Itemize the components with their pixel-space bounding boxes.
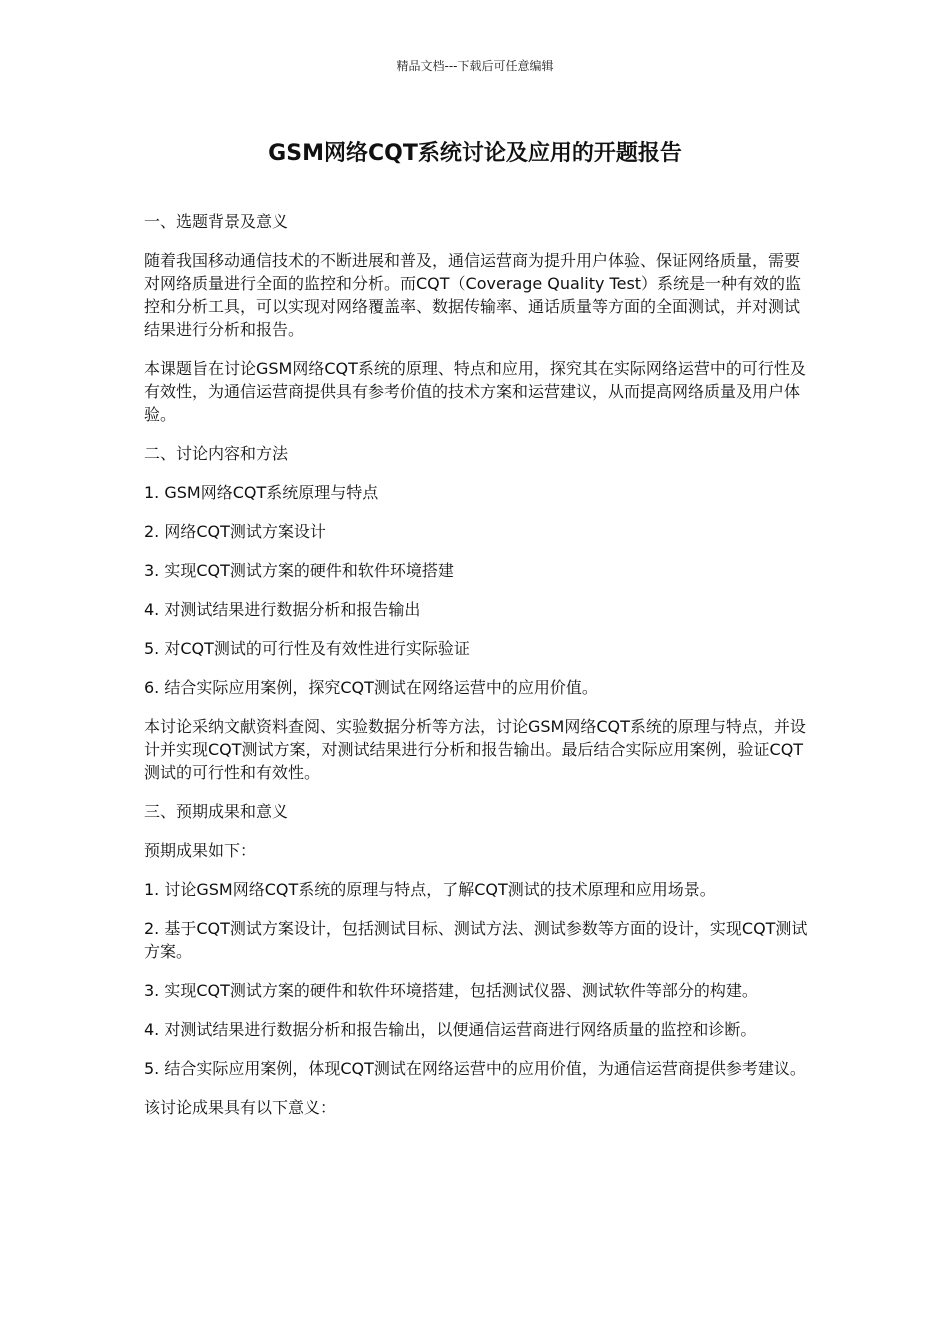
list-item: 2. 基于CQT测试方案设计，包括测试目标、测试方法、测试参数等方面的设计，实现CQT测试方案。: [144, 919, 808, 961]
list-item: 4. 对测试结果进行数据分析和报告输出: [144, 600, 421, 619]
document-body: [144, 210, 808, 1135]
section-heading-expected-results: 三、预期成果和意义: [144, 802, 289, 821]
paragraph: 该讨论成果具有以下意义：: [144, 1098, 337, 1117]
section-heading-content-methods: 二、讨论内容和方法: [144, 444, 289, 463]
paragraph: 随着我国移动通信技术的不断进展和普及，通信运营商为提升用户体验、保证网络质量，需要对网络质量进行全面的监控和分析。而CQT（Coverage Quality Test）系统是一种有效的监控和分析工具，可以实现对网络覆盖率、数据传输率、通话质量等方面的全面测试，并对测试结果进行分析和报告。: [144, 251, 802, 339]
list-item: 1. 讨论GSM网络CQT系统的原理与特点，了解CQT测试的技术原理和应用场景。: [144, 880, 716, 899]
list-item: 3. 实现CQT测试方案的硬件和软件环境搭建: [144, 561, 454, 580]
list-item: 3. 实现CQT测试方案的硬件和软件环境搭建，包括测试仪器、测试软件等部分的构建。: [144, 981, 758, 1000]
list-item: 4. 对测试结果进行数据分析和报告输出，以便通信运营商进行网络质量的监控和诊断。: [144, 1020, 757, 1039]
list-item: 5. 结合实际应用案例，体现CQT测试在网络运营中的应用价值，为通信运营商提供参考建议。: [144, 1059, 806, 1078]
document-title: GSM网络CQT系统讨论及应用的开题报告: [268, 141, 682, 166]
section-heading-background: 一、选题背景及意义: [144, 212, 289, 231]
list-item: 1. GSM网络CQT系统原理与特点: [144, 483, 379, 502]
list-item: 5. 对CQT测试的可行性及有效性进行实际验证: [144, 639, 470, 658]
paragraph: 预期成果如下：: [144, 841, 257, 860]
paragraph: 本讨论采纳文献资料查阅、实验数据分析等方法，讨论GSM网络CQT系统的原理与特点，并设计并实现CQT测试方案，对测试结果进行分析和报告输出。最后结合实际应用案例，验证CQT测试的可行性和有效性。: [144, 717, 806, 782]
page-header: 精品文档---下载后可任意编辑: [396, 59, 554, 73]
list-item: 2. 网络CQT测试方案设计: [144, 522, 326, 541]
paragraph: 本课题旨在讨论GSM网络CQT系统的原理、特点和应用，探究其在实际网络运营中的可行性及有效性，为通信运营商提供具有参考价值的技术方案和运营建议，从而提高网络质量及用户体验。: [144, 359, 806, 424]
list-item: 6. 结合实际应用案例，探究CQT测试在网络运营中的应用价值。: [144, 678, 598, 697]
